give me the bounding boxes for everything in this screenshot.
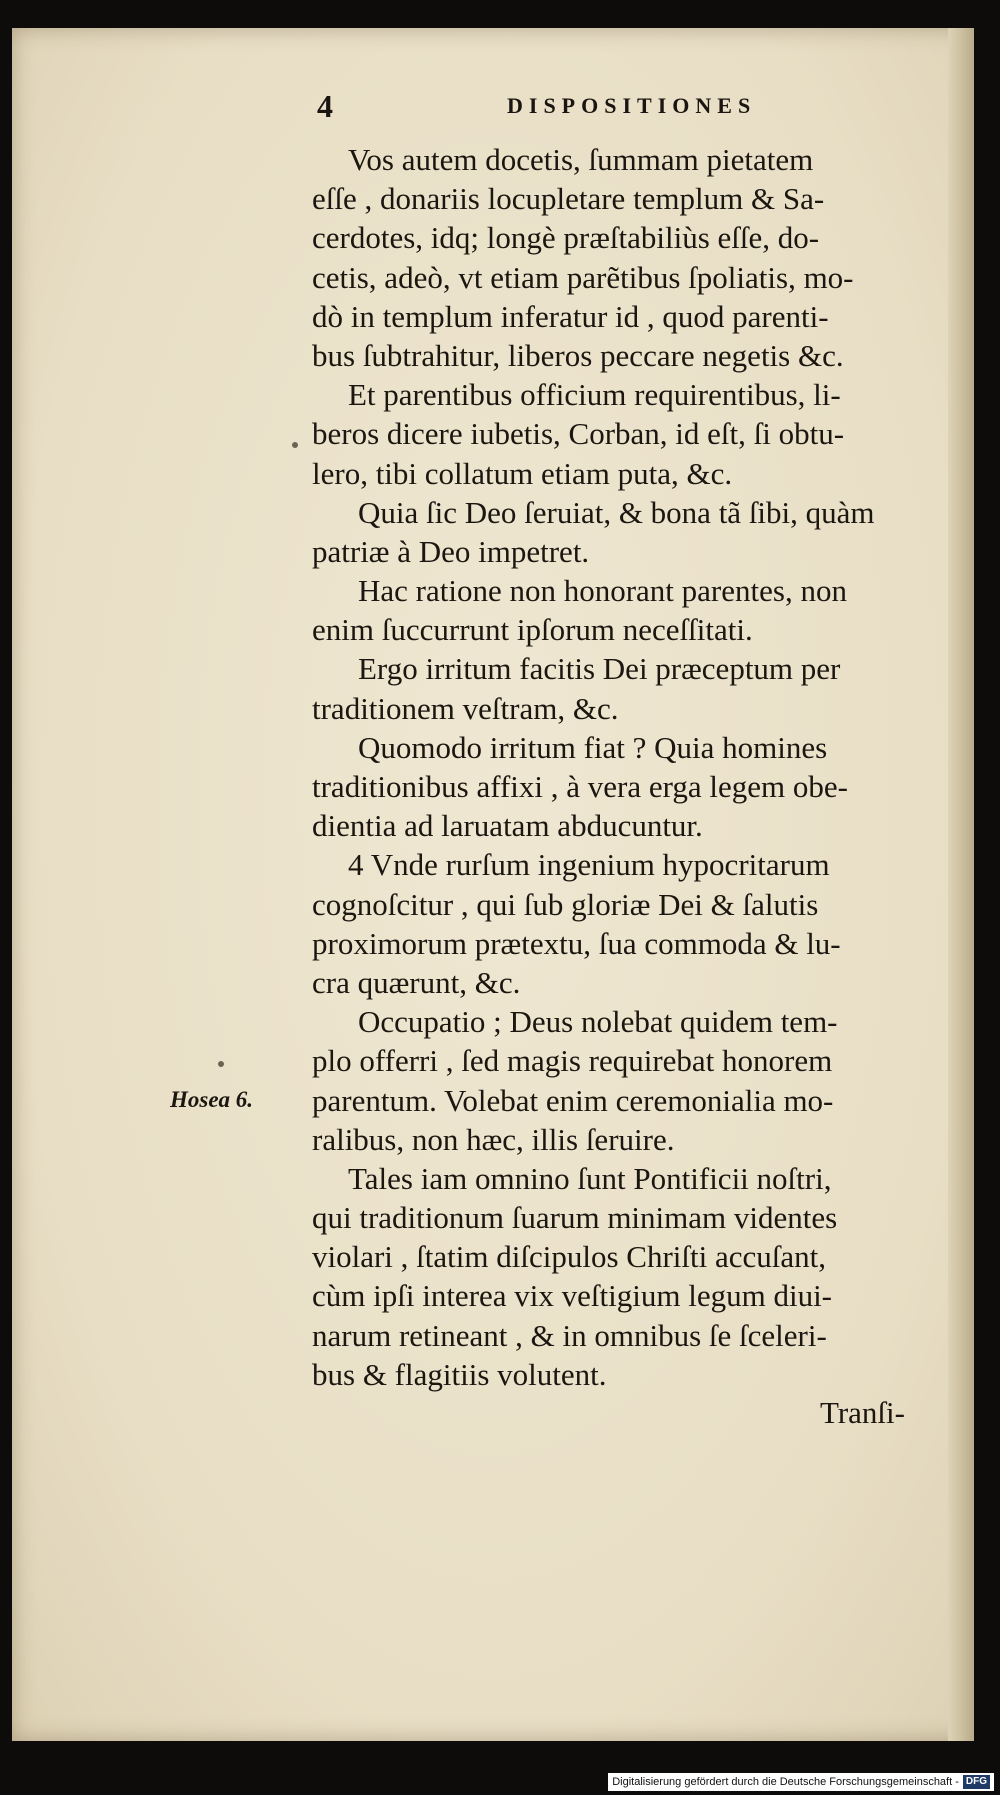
catchword: Tranſi- xyxy=(820,1395,905,1430)
page-header xyxy=(12,86,974,126)
text-line: dientia ad laruatam abducuntur. xyxy=(312,808,703,844)
footer-text: Digitalisierung gefördert durch die Deutsche Forschungsgemeinschaft - xyxy=(612,1776,959,1788)
text-line: ralibus, non hæc, illis ſeruire. xyxy=(312,1121,675,1157)
text-block xyxy=(312,140,974,1394)
ink-spot xyxy=(218,1061,224,1067)
text-line: Tales iam omnino ſunt Pontificii noſtri, xyxy=(348,1160,832,1196)
text-line: violari , ſtatim diſcipulos Chriſti accuſant, xyxy=(312,1239,826,1275)
text-line: traditionibus affixi , à vera erga legem obe- xyxy=(312,769,848,804)
margin-note: Hosea 6. xyxy=(170,1087,254,1112)
text-line: patriæ à Deo impetret. xyxy=(312,533,590,569)
text-line: cra quærunt, &c. xyxy=(312,964,521,1000)
text-line: Vos autem docetis, ſummam pietatem xyxy=(348,142,814,177)
text-line: proximorum prætextu, ſua commoda & lu- xyxy=(312,925,841,961)
book-page xyxy=(12,28,974,1741)
text-line: Et parentibus officium requirentibus, li- xyxy=(348,377,841,413)
text-line: eſſe , donariis locupletare templum & Sa- xyxy=(312,181,825,217)
running-head: DISPOSITIONES xyxy=(507,93,757,118)
text-line: cetis, adeò, vt etiam parẽtibus ſpoliatis, mo- xyxy=(312,259,854,295)
text-line: plo offerri , ſed magis requirebat honorem xyxy=(312,1043,833,1079)
text-line: Quia ſic Deo ſeruiat, & bona tã ſibi, quàm xyxy=(358,494,875,530)
text-line: enim ſuccurrunt ipſorum neceſſitati. xyxy=(312,612,753,648)
text-line: parentum. Volebat enim ceremonialia mo- xyxy=(312,1082,834,1118)
text-line: 4 Vnde rurſum ingenium hypocritarum xyxy=(348,847,830,883)
text-line: bus ſubtrahitur, liberos peccare negetis &c. xyxy=(312,337,844,373)
text-line: dò in templum inferatur id , quod parenti- xyxy=(312,298,829,334)
text-line: lero, tibi collatum etiam puta, &c. xyxy=(312,455,733,491)
page-number: 4 xyxy=(317,88,333,124)
text-line: Quomodo irritum fiat ? Quia homines xyxy=(358,729,828,765)
text-line: Hac ratione non honorant parentes, non xyxy=(358,573,847,609)
text-line: Occupatio ; Deus nolebat quidem tem- xyxy=(358,1004,838,1040)
text-line: beros dicere iubetis, Corban, id eſt, ſi obtu- xyxy=(312,416,845,452)
text-line: narum retineant , & in omnibus ſe ſceleri- xyxy=(312,1317,827,1353)
text-line: cùm ipſi interea vix veſtigium legum diui- xyxy=(312,1278,833,1314)
dfg-logo: DFG xyxy=(963,1775,990,1789)
text-line: bus & flagitiis volutent. xyxy=(312,1356,607,1392)
text-line: traditionem veſtram, &c. xyxy=(312,690,619,726)
digitization-footer xyxy=(608,1773,994,1791)
text-line: qui traditionum ſuarum minimam videntes xyxy=(312,1200,838,1236)
text-line: Ergo irritum facitis Dei præceptum per xyxy=(358,651,841,687)
text-line: cognoſcitur , qui ſub gloriæ Dei & ſalutis xyxy=(312,886,819,922)
text-line: cerdotes, idq; longè præſtabiliùs eſſe, do- xyxy=(312,220,820,256)
ink-spot xyxy=(292,442,298,448)
